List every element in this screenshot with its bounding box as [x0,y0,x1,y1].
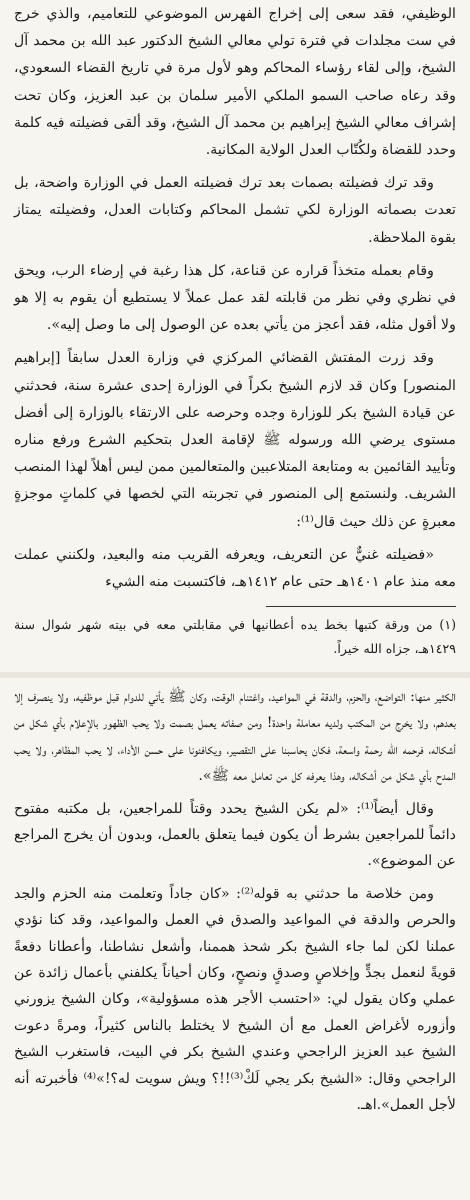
paragraph: وقام بعمله متخذاً قراره عن قناعة، كل هذا رغبة في إرضاء الرب، ويحق في نظري وفي نظر من قابلته لقد عمل عملاً لا يستطيع أن يقوم به إلا هو ولا أقول مثله، فقد أعجز من يأتي بعده عن الوصول إلى ما وصل إليه». [14,262,456,334]
footnote-divider [266,606,456,607]
paragraph: وقد زرت المفتش القضائي المركزي في وزارة العدل سابقاً [إبراهيم المنصور] وكان قد لازم الشيخ بكراً في الوزارة إحدى عشرة سنة، فحدثني عن قيادة الشيخ بكر للوزارة وجده وحرصه على الارتقاء بالوزارة إلى أفضل مستوى يرضي الله ورسوله ﷺ لإقامة العدل بتحكيم الشرع ورفع مناره وتأييد القائمين به ومتابعة المتلاعبين والمتعالمين ممن ليس أهلاً لهذا المنصب الشريف. ولنستمع إلى المنصور في تجربته التي لخصها في كلماتٍ موجزةٍ معبرةٍ عن ذلك حيث قال⁽¹⁾: [14,350,456,530]
book-page-bottom [0,678,470,1200]
paragraph: الوظيفي، فقد سعى إلى إخراج الفهرس الموضوعي للتعاميم، والذي خرج في ست مجلدات في فترة تولي معالي الشيخ الدكتور عبد الله بن محمد آل الشيخ، وإلى لقاء رؤساء المحاكم وهو لأول مرة في تاريخ القضاء السعودي، وقد رعاه صاحب السمو الملكي الأمير سلمان بن عبد العزيز، وكان تحت إشراف معالي الشيخ إبراهيم بن محمد آل الشيخ، وقد ألقى فضيلته فيه كلمة وحدد للقضاة ولكُتّاب العدل الولاية المكانية. [14,6,456,159]
footnote: (١) من ورقة كتبها بخط يده أعطانيها في مقابلتي معه في بيته شهر شوال سنة ١٤٢٩هـ، جزاه الله خيراً. [14,617,456,657]
paragraph: الكثير منها: التواضع، والحزم، والدقة في المواعيد، واغتنام الوقت، وكان ﷺ يأتي للدوام قبل موظفيه، ولا ينصرف إلا بعدهم، ولا يخرج من المكتب ولديه معاملة واحدة! ومن صفاته يعمل بصمت ولا يحب الظهور بالإعلام بأي شكل من أشكاله، فرحمه الله رحمة واسعة، فكان يحاسبنا على التقصير، ويكافئونا على حسن الأداء، لا يحب المظاهر، ولا يحب المدح بأي شكل من أشكاله، وهذا يعرفه كل من تعامل معه ﷺ». [14,689,456,785]
paragraph: وقال أيضاً⁽¹⁾: «لم يكن الشيخ يحدد وقتاً للمراجعين، بل مكتبه مفتوح دائماً للمراجعين بشرط أن يكون فيما يتعلق بالعمل، وبدون أن يخرج المراجع عن الموضوع». [14,800,456,870]
paragraph: وقد ترك فضيلته بصمات بعد ترك فضيلته العمل في الوزارة واضحة، بل تعدت بصماته الوزارة لكي تشمل المحاكم وكتابات العدل، وفضيلته يمتاز بقوة الملاحظة. [14,175,456,246]
paragraph-quote: «فضيلته غنيٌّ عن التعريف، ويعرفه القريب منه والبعيد، ولكنني عملت معه منذ عام ١٤٠١هـ حتى عام ١٤١٢هـ، فاكتسبت منه الشيء [14,546,456,591]
paragraph: ومن خلاصة ما حدثني به قوله⁽²⁾: «كان جاداً وتعلمت منه الحزم والجد والحرص والدقة في المواعيد والصدق في العمل والمواعيد، وقد كنا نؤدي عملنا لكن لما جاء الشيخ بكر شحذ هممنا، وأشعل نشاطنا، وأعطانا دفعةً قويةً لنعمل بجدٍّ وإخلاصٍ وصدقٍ ونصحٍ، وكان أحياناً يكلفني بأعمال زائدة عن عملي وكان يقول لي: «احتسب الأجر هذه مسؤولية»، وكان الشيخ يزورني وأزوره لأغراض العمل مع أن الشيخ لا يختلط بالناس كثيراً، ومرةً دعوت الشيخ عبد العزيز الراجحي وعندي الشيخ بكر في البيت، فاستغرب الشيخ الراجحي وقال: «الشيخ بكر يجي لَكْ⁽³⁾!!؟ ويش سويت له؟!»⁽⁴⁾ فأخبرته أنه لأجل العمل».اهـ. [14,885,457,1114]
